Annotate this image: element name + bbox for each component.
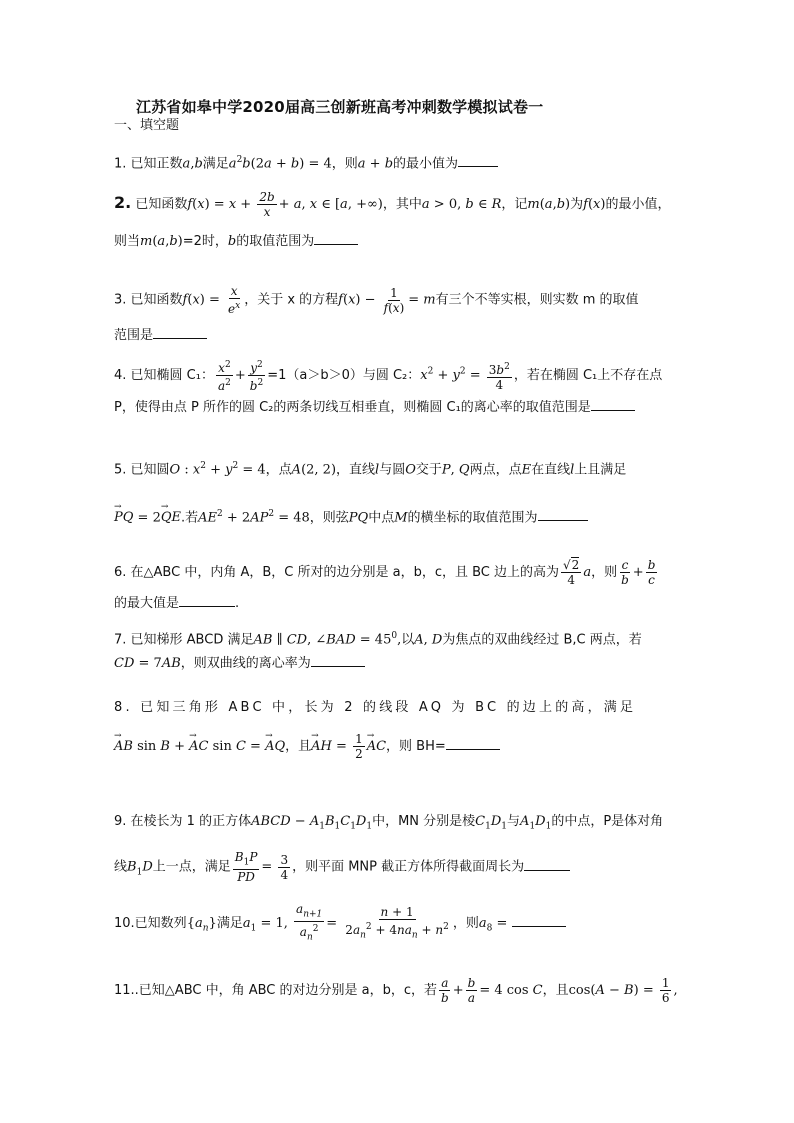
question-4-cont: P，使得由点 P 所作的圆 C₂的两条切线互相垂直，则椭圆 C₁的离心率的取值范围是 [114, 398, 635, 418]
question-6-cont: 的最大值是 . [114, 596, 240, 611]
question-3: 3. 已知函数f(x) = $\frac{x}{e^x}$ ，关于 x 的方程f(x) − $\frac{1}{f(x)}$ = m有三个不等实根，则实数 m 的取值 [114, 284, 639, 316]
answer-blank[interactable] [153, 338, 207, 339]
question-2: 2. 已知函数f(x) = x + $\frac{2b}{x}$ + a, x ∈ [a, +∞)，其中a > 0, b ∈ R，记m(a,b)为f(x)的最小值， [114, 190, 671, 219]
answer-blank[interactable] [179, 606, 235, 607]
question-6: 6. 在△ABC 中，内角 A，B，C 所对的边分别是 a，b，c，且 BC 边上的高为 $\frac{√2}{4}$ a，则 $\frac{c}{b}$ + $\frac{b}{c}$ [114, 558, 656, 587]
answer-blank[interactable] [591, 410, 635, 411]
question-9-cont: 线$B_1D$上一点，满足 $\frac{B_1P}{PD}$ = $\frac{3}{4}$ ，则平面 MNP 截正方体所得截面周长为 [114, 850, 570, 884]
question-5: 5. 已知圆O : $x^2 + y^2 = 4$，点A(2, 2)，直线l与圆O交于P, Q两点，点E在直线l上且满足 [114, 461, 627, 478]
question-9: 9. 在棱长为 1 的正方体ABCD − $A_1B_1C_1D_1$中，MN 分别是棱$C_1D_1$与$A_1D_1$的中点，P是体对角 [114, 814, 664, 832]
question-11: 11..已知△ABC 中，角 ABC 的对边分别是 a，b，c，若 $\frac{a}{b}$ + $\frac{b}{a}$ = 4 cos C，且cos(A − B) = $\frac{1}{6}$ , [114, 976, 678, 1005]
question-10: 10.已知数列$\{a_n\}$满足$a_1 = 1$, $\frac{a_{n+1}}{a_n^2}$ = $\frac{n + 1}{2a_n^2 + 4na_n + n^2}$ ，则$a_8$ = [114, 902, 566, 945]
answer-blank[interactable] [458, 166, 498, 167]
answer-blank[interactable] [538, 520, 588, 521]
question-4: 4. 已知椭圆 C₁： $\frac{x^2}{a^2}$ + $\frac{y^2}{b^2}$ =1（a＞b＞0）与圆 C₂：$x^2 + y^2$ = $\frac{3b^2}{4}$ ，若在椭圆 C₁上不存在点 [114, 360, 663, 393]
question-3-cont: 范围是 [114, 326, 207, 346]
answer-blank[interactable] [314, 244, 358, 245]
section-heading: 一、填空题 [114, 118, 180, 133]
answer-blank[interactable] [446, 749, 500, 750]
question-2-cont: 则当m(a,b)=2时，b的取值范围为 [114, 232, 358, 252]
exam-title: 江苏省如皋中学2020届高三创新班高考冲刺数学模拟试卷一 [136, 98, 544, 116]
answer-blank[interactable] [524, 870, 570, 871]
question-7-cont: CD = 7AB，则双曲线的离心率为 [114, 654, 365, 674]
question-1: 1. 已知正数a,b满足$a^2b(2a + b) = 4$，则a + b的最小值为 [114, 150, 498, 174]
question-5-cont: → PQ = 2→ QE.若$AE^2 + 2AP^2 = 48$，则弦PQ中点M的横坐标的取值范围为 [114, 504, 588, 528]
answer-blank[interactable] [512, 926, 566, 927]
answer-blank[interactable] [311, 666, 365, 667]
question-8-cont: → AB sin B + → AC sin C = → AQ，且→ AH = $\frac{1}{2}$ → AC，则 BH= [114, 732, 500, 761]
question-7: 7. 已知梯形 ABCD 满足AB ∥ CD, ∠BAD = $45^0$,以A, D为焦点的双曲线经过 B,C 两点，若 [114, 631, 642, 648]
question-8: 8. 已知三角形 ABC 中，长为 2 的线段 AQ 为 BC 的边上的高，满足 [114, 700, 637, 715]
